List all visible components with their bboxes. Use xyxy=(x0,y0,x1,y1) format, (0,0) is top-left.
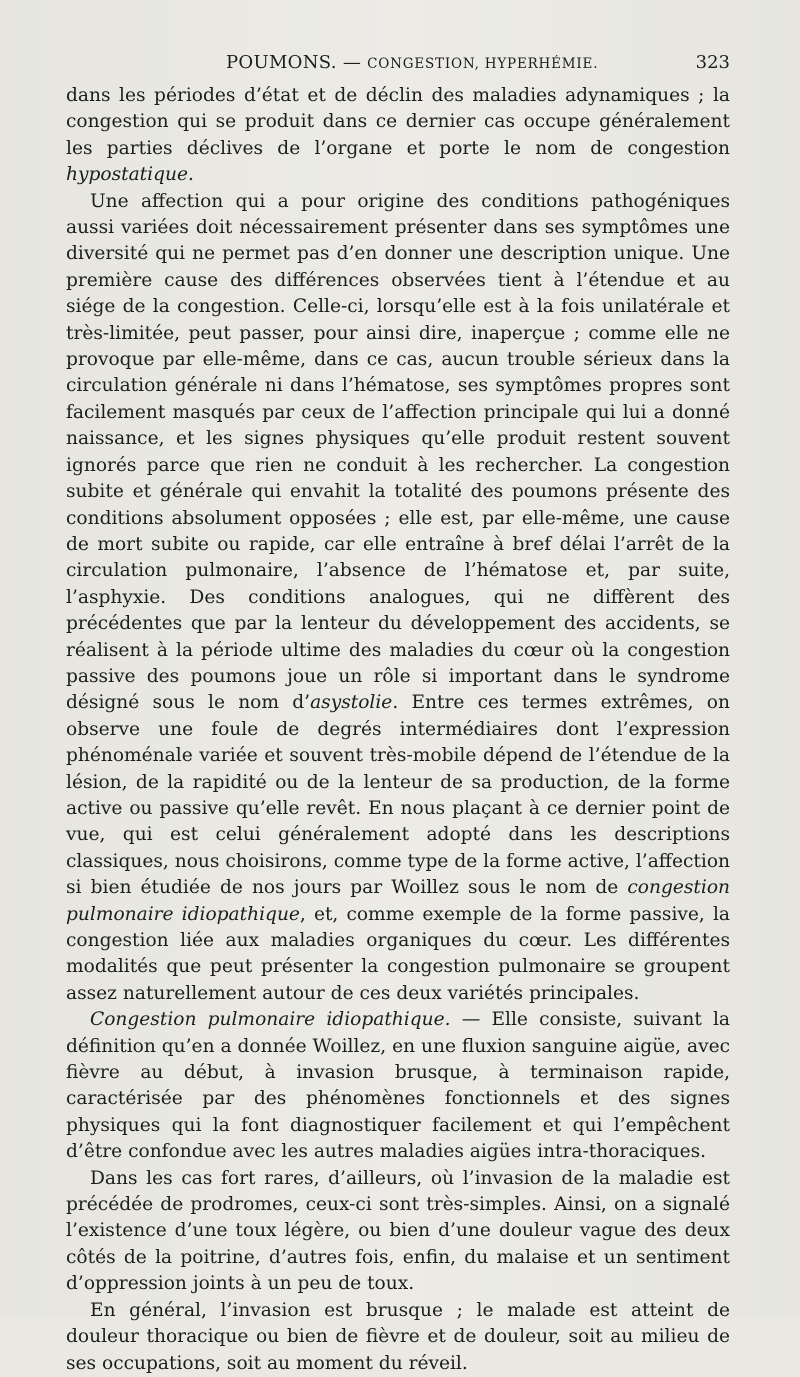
running-header xyxy=(66,48,730,78)
page-number: 323 xyxy=(695,52,730,73)
paragraph-invasion xyxy=(66,1298,730,1377)
paragraph-prodromes xyxy=(66,1166,730,1298)
section-heading: Congestion pulmonaire idiopathique. xyxy=(90,1009,451,1031)
paragraph-text: . Entre ces termes extrêmes, on observe une foule de degrés intermédiaires dont l’expression phénoménale variée et souvent très-mobile dépend de l’étendue de la lésion, de la rapidité ou de la lenteur de sa production, de la forme active ou passive qu’elle revêt. En nous plaçant à ce dernier point de vue, qui est celui généralement adopté dans les descriptions classiques, nous choisirons, comme type de la forme active, l’affection si bien étudiée de nos jours par Woillez sous le nom de xyxy=(66,692,731,899)
italic-term: asystolie xyxy=(310,692,393,714)
paragraph-idiopathic-definition xyxy=(66,1007,730,1165)
running-title-main: POUMONS. xyxy=(226,52,337,73)
running-title-dash: — xyxy=(336,52,368,73)
paragraph-text: dans les périodes d’état et de déclin des maladies adynamiques ; la congestion qui se produit dans ce dernier cas occupe généralement les parties déclives de l’organe et porte le nom de congestion xyxy=(66,85,730,159)
paragraph-continuation xyxy=(66,83,730,189)
italic-term: congestion pulmonaire idiopathique xyxy=(66,877,730,925)
running-title-subject: CONGESTION, HYPERHÉMIE. xyxy=(367,56,599,72)
paragraph-text: Dans les cas fort rares, d’ailleurs, où l’invasion de la maladie est précédée de prodromes, ceux-ci sont très-simples. Ainsi, on a signalé l’existence d’une toux légère, ou bien d’une douleur vague des deux côtés de la poitrine, d’autres fois, enfin, du malaise et un sentiment d’oppression joints à un peu de toux. xyxy=(66,1167,730,1295)
body-text xyxy=(66,83,730,1377)
paragraph-text: . xyxy=(187,164,194,186)
paragraph-text: — Elle consiste, suivant la définition qu’en a donnée Woillez, en une fluxion sanguine aigüe, avec fièvre au début, à invasion brusque, à terminaison rapide, caractérisée par des phénomènes fonctionnels et des signes physiques qui la font diagnostiquer facilement et qui l’empêchent d’être confondue avec les autres maladies aigües intra-thoraciques. xyxy=(66,1009,731,1163)
paragraph-variability xyxy=(66,189,730,1008)
running-title xyxy=(226,48,598,79)
italic-term: hypostatique xyxy=(66,164,188,186)
paragraph-text: En général, l’invasion est brusque ; le malade est atteint de douleur thoracique ou bien de fièvre et de douleur, soit au milieu de ses occupations, soit au moment du réveil. xyxy=(66,1299,730,1374)
paragraph-text: , et, comme exemple de la forme passive, la congestion liée aux maladies organiques du cœur. Les différentes modalités que peut présenter la congestion pulmonaire se groupent assez naturellement autour de ces deux variétés principales. xyxy=(66,903,730,1004)
paragraph-text: Une affection qui a pour origine des conditions pathogéniques aussi variées doit nécessairement présenter dans ses symptômes une diversité qui ne permet pas d’en donner une description unique. Une première cause des différences observées tient à l’étendue et au siége de la congestion. Celle-ci, lorsqu’elle est à la fois unilatérale et très-limitée, peut passer, pour ainsi dire, inaperçue ; comme elle ne provoque par elle-même, dans ce cas, aucun trouble sérieux dans la circulation générale ni dans l’hématose, ses symptômes propres sont facilement masqués par ceux de l’affection principale qui lui a donné naissance, et les signes physiques qu’elle produit restent souvent ignorés parce que rien ne conduit à les rechercher. La congestion subite et générale qui envahit la totalité des poumons présente des conditions absolument opposées ; elle est, par elle-même, une cause de mort subite ou rapide, car elle entraîne à bref délai l’arrêt de la circulation pulmonaire, l’absence de l’hématose et, par suite, l’asphyxie. Des conditions analogues, qui ne diffèrent des précédentes que par la lenteur du développement des accidents, se réalisent à la période ultime des maladies du cœur où la congestion passive des poumons joue un rôle si important dans le syndrome désigné sous le nom d’ xyxy=(66,190,730,714)
